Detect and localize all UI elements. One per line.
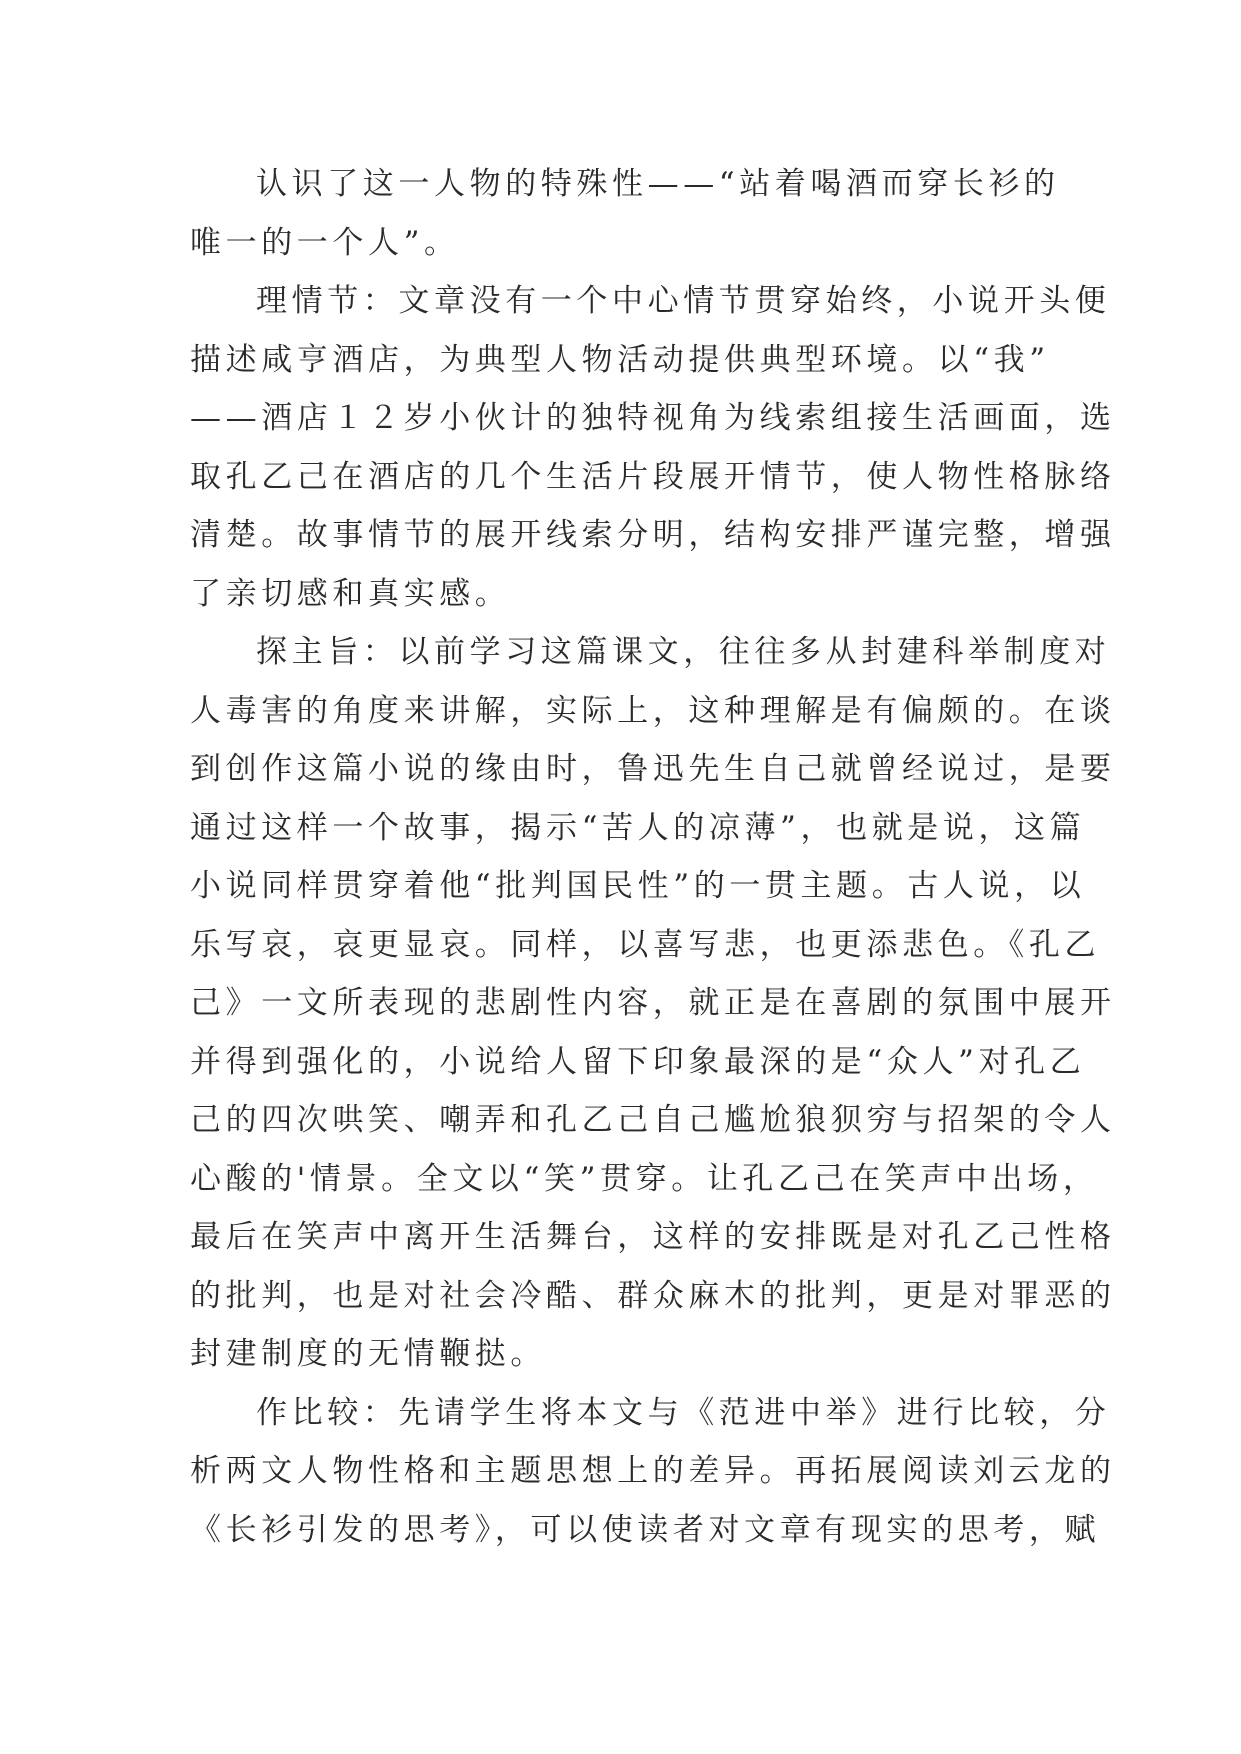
text-line: 人毒害的角度来讲解，实际上，这种理解是有偏颇的。在谈	[190, 692, 1116, 729]
text-line: 取孔乙己在酒店的几个生活片段展开情节，使人物性格脉络	[190, 458, 1116, 495]
text-line: 封建制度的无情鞭挞。	[190, 1336, 546, 1372]
text-line: 《长衫引发的思考》，可以使读者对文章有现实的思考，赋	[190, 1511, 1101, 1548]
text-line: 心酸的'情景。全文以“笑”贯穿。让孔乙己在笑声中出场，	[190, 1160, 1099, 1197]
text-line: 析两文人物性格和主题思想上的差异。再拓展阅读刘云龙的	[190, 1453, 1116, 1489]
text-line: 清楚。故事情节的展开线索分明，结构安排严谨完整，增强	[190, 517, 1116, 553]
text-line: 作比较：先请学生将本文与《范进中举》进行比较，分	[256, 1394, 1111, 1431]
text-line: 唯一的一个人”。	[190, 224, 460, 261]
text-line: 小说同样贯穿着他“批判国民性”的一贯主题。古人说，以	[190, 868, 1086, 904]
text-line: 到创作这篇小说的缘由时，鲁迅先生自己就曾经说过，是要	[190, 751, 1116, 787]
text-line: 描述咸亨酒店，为典型人物活动提供典型环境。以“我”	[190, 341, 1050, 378]
text-line: 并得到强化的，小说给人留下印象最深的是“众人”对孔乙	[190, 1043, 1086, 1080]
text-line: ——酒店１２岁小伙计的独特视角为线索组接生活画面，选	[190, 400, 1116, 436]
text-line: 理情节：文章没有一个中心情节贯穿始终，小说开头便	[256, 283, 1111, 319]
text-line: 认识了这一人物的特殊性——“站着喝酒而穿长衫的	[256, 166, 1060, 202]
text-line: 最后在笑声中离开生活舞台，这样的安排既是对孔乙己性格	[190, 1219, 1116, 1255]
body-text	[190, 155, 1116, 1559]
text-line: 了亲切感和真实感。	[190, 575, 511, 612]
text-line: 的批判，也是对社会冷酷、群众麻木的批判，更是对罪恶的	[190, 1277, 1116, 1314]
text-line: 己的四次哄笑、嘲弄和孔乙己自己尴尬狼狈穷与招架的令人	[190, 1102, 1116, 1138]
text-line: 通过这样一个故事，揭示“苦人的凉薄”，也就是说，这篇	[190, 809, 1086, 846]
text-line: 己》一文所表现的悲剧性内容，就正是在喜剧的氛围中展开	[190, 985, 1116, 1021]
text-line: 乐写哀，哀更显哀。同样，以喜写悲，也更添悲色。《孔乙	[190, 926, 1101, 963]
text-line: 探主旨：以前学习这篇课文，往往多从封建科举制度对	[256, 634, 1111, 670]
